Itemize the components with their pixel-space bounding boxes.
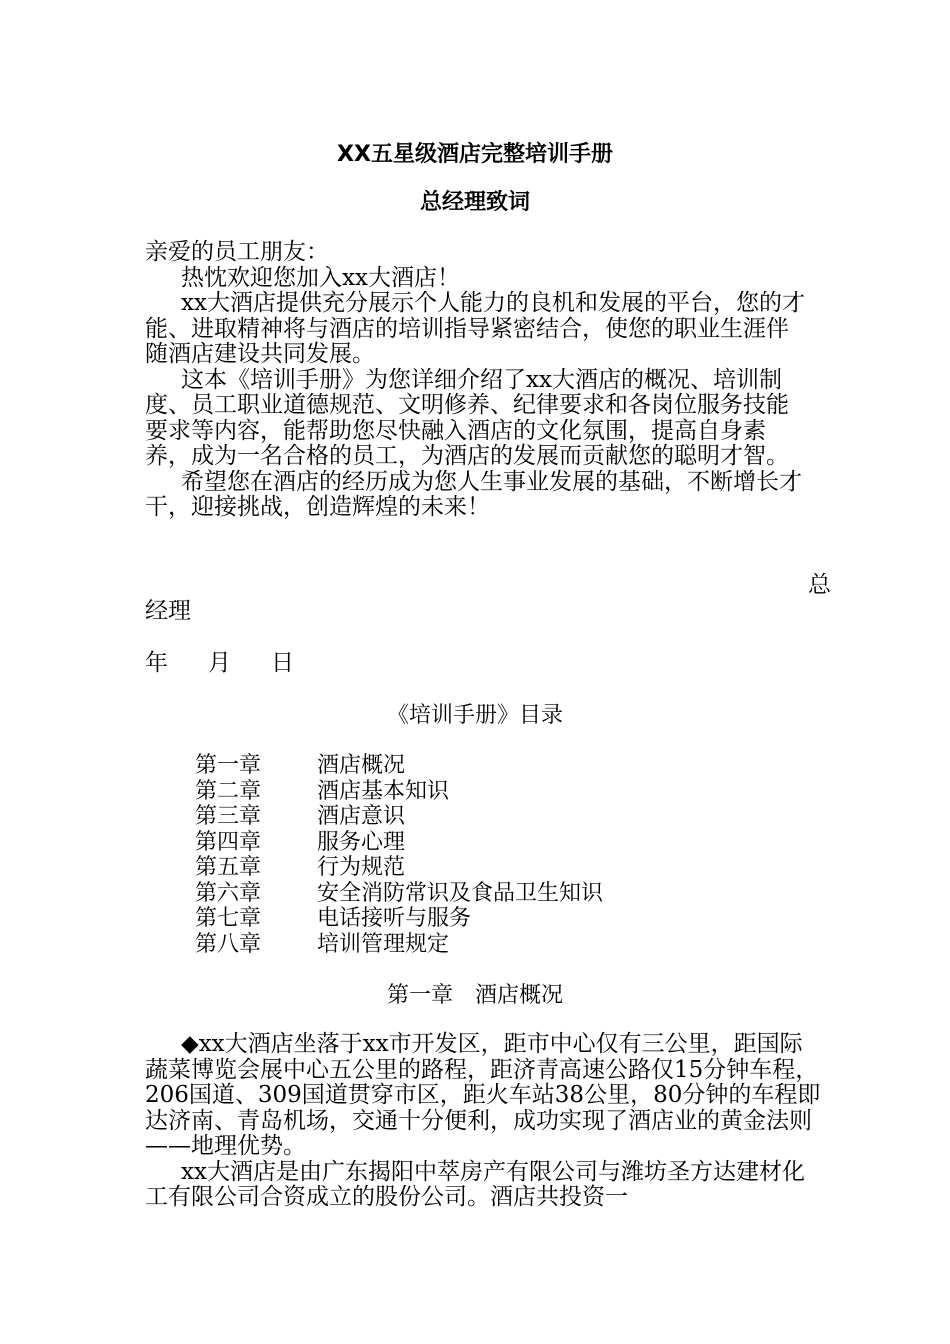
toc-chapter-number: 第七章 — [195, 906, 262, 931]
toc-chapter-name: 安全消防常识及食品卫生知识 — [317, 880, 604, 906]
toc-chapter-number: 第二章 — [195, 778, 262, 804]
signature-part2: 经理 — [145, 598, 191, 624]
date-month: 月 — [208, 650, 231, 676]
toc-chapter-name: 培训管理规定 — [317, 931, 450, 957]
toc-item — [195, 855, 603, 881]
toc-chapter-name: 服务心理 — [317, 829, 406, 855]
chapter-body — [145, 1032, 825, 1211]
letter-paragraph: 热忱欢迎您加入xx大酒店！ — [181, 264, 460, 291]
toc-chapter-name: 行为规范 — [317, 855, 406, 880]
letter-paragraph: xx大酒店提供充分展示个人能力的良机和发展的平台，您的才能、进取精神将与酒店的培训指导紧密结合，使您的职业生涯伴随酒店建设共同发展。 — [145, 290, 805, 367]
document-title: XX五星级酒店完整培训手册 — [337, 142, 613, 167]
toc-chapter-number: 第四章 — [195, 829, 262, 855]
section-title: 总经理致词 — [419, 190, 530, 215]
letter-body — [145, 240, 807, 521]
signature-part1: 总 — [808, 572, 831, 598]
toc-chapter-number: 第三章 — [195, 804, 262, 829]
toc-item — [195, 881, 603, 907]
date-line — [145, 650, 294, 676]
toc-chapter-name: 酒店意识 — [317, 804, 406, 829]
toc-chapter-number: 第八章 — [195, 931, 262, 957]
toc-item — [195, 804, 603, 830]
toc-list — [195, 753, 603, 957]
toc-chapter-name: 酒店概况 — [317, 753, 406, 778]
toc-chapter-name: 电话接听与服务 — [317, 906, 472, 931]
chapter-paragraph: ◆xx大酒店坐落于xx市开发区，距市中心仅有三公里，距国际蔬菜博览会展中心五公里的路程，距济青高速公路仅15分钟车程，206国道、309国道贯穿市区，距火车站38公里，80分钟的车程即达济南、青岛机场，交通十分便利，成功实现了酒店业的黄金法则——地理优势。 — [145, 1031, 821, 1159]
toc-chapter-number: 第一章 — [195, 753, 262, 778]
chapter-title: 第一章 酒店概况 — [386, 983, 563, 1008]
toc-chapter-number: 第五章 — [195, 855, 262, 880]
toc-item — [195, 906, 603, 932]
letter-paragraph: 这本《培训手册》为您详细介绍了xx大酒店的概况、培训制度、员工职业道德规范、文明修养、纪律要求和各岗位服务技能要求等内容，能帮助您尽快融入酒店的文化氛围，提高自身素养，成为一名合格的员工，为酒店的发展而贡献您的聪明才智。 — [145, 366, 789, 469]
toc-item — [195, 753, 603, 779]
date-day: 日 — [271, 650, 294, 676]
toc-item — [195, 932, 603, 958]
toc-chapter-name: 酒店基本知识 — [317, 778, 450, 804]
letter-greeting: 亲爱的员工朋友： — [145, 239, 329, 265]
letter-paragraph: 希望您在酒店的经历成为您人生事业发展的基础，不断增长才干，迎接挑战，创造辉煌的未来！ — [145, 468, 802, 520]
toc-item — [195, 779, 603, 805]
toc-item — [195, 830, 603, 856]
chapter-paragraph: xx大酒店是由广东揭阳中萃房产有限公司与潍坊圣方达建材化工有限公司合资成立的股份公司。酒店共投资一 — [145, 1158, 805, 1210]
toc-chapter-number: 第六章 — [195, 880, 262, 906]
date-year: 年 — [145, 650, 168, 676]
toc-title: 《培训手册》目录 — [386, 703, 563, 728]
